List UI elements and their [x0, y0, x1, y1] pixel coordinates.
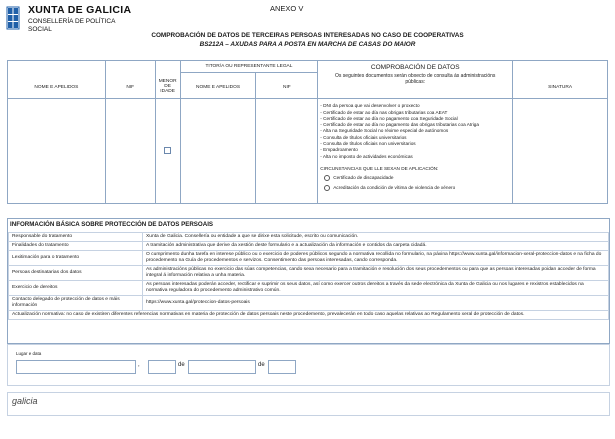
of-label-2: de	[258, 362, 265, 368]
minor-cell	[155, 99, 180, 204]
row-key: Responsable do tratamento	[9, 233, 143, 242]
doc-item: - Certificado de estar ao día no pagamento coa Seguridade Social	[320, 115, 458, 121]
circumstances-title: CIRCUNSTANCIAS QUE LLE SEXAN DE APLICACIÓN:	[320, 165, 439, 171]
row-value: A tramitación administrativa que derive da xestión deste formulario e a actualización da información e contidos da carpeta cidadá.	[143, 242, 609, 251]
annex-label: ANEXO V	[270, 4, 304, 13]
row-key: Finalidades do tratamento	[9, 242, 143, 251]
galicia-brand-logo: galicia	[12, 396, 38, 406]
row-key: Lexitimación para o tratamento	[9, 251, 143, 266]
place-input[interactable]	[16, 360, 136, 374]
of-label-1: de	[178, 362, 185, 368]
table-row	[9, 311, 609, 320]
row-key: Contacto delegado de protección de datos e máis información	[9, 296, 143, 311]
row-value: As administracións públicas no exercicio das súas competencias, cando sexa necesario para a tramitación e resolución dos seus procedementos ou para que as persoas interesadas poidan acceder de forma integral á información relativa a unha materia.	[143, 266, 609, 281]
table-row	[9, 296, 609, 311]
row-key: Exercicio de dereitos	[9, 281, 143, 296]
data-protection-section	[7, 218, 610, 344]
row-value: O cumprimento dunha tarefa en interese público ou o exercicio de poderes públicos segundo a normativa recollida no formulario, na páxina https://www.xunta.gal/informacion-xeral-proteccion-datos e na ficha do procedemento na Guía de procedementos e servizos. Consentimento das persoas interesadas, cando corresponda.	[143, 251, 609, 266]
doc-item: - Empadroamento	[320, 147, 358, 153]
row-value: https://www.xunta.gal/proteccion-datos-persoais	[143, 296, 609, 311]
row-key: Persoas destinatarias dos datos	[9, 266, 143, 281]
xunta-cross-icon	[6, 6, 20, 30]
col-name-header: NOME E APELIDOS	[8, 61, 106, 99]
form-subtitle: BS212A – AXUDAS PARA A POSTA EN MARCHA DE CASAS DO MAIOR	[199, 41, 416, 48]
col-minor-header: MENOR DE IDADE	[155, 61, 180, 99]
name-cell[interactable]	[8, 99, 106, 204]
doc-item: - Alta na Seguridade Social no réxime especial de autónomos	[320, 128, 449, 134]
year-input[interactable]	[268, 360, 296, 374]
table-row	[9, 281, 609, 296]
place-date-label: Lugar e data	[16, 351, 42, 356]
circ-item-disability: Certificado de discapacidade	[320, 175, 510, 182]
table-row	[9, 233, 609, 242]
guardian-name-cell[interactable]	[180, 99, 256, 204]
doc-item: - Certificado de estar ao día nas obrigas tributarias coa AEAT	[320, 109, 448, 115]
update-note: Actualización normativa: no caso de existiren diferentes referencias normativas en materia de protección de datos persoais neste procedemento, prevalecerán en todo caso aquelas relativas ao Regulamento xeral de protección de datos.	[9, 311, 609, 320]
violence-victim-radio[interactable]	[324, 185, 330, 191]
third-parties-table	[7, 60, 608, 204]
guardian-nif-cell[interactable]	[256, 99, 318, 204]
col-signature-header: SINATURA	[513, 61, 608, 99]
month-input[interactable]	[188, 360, 256, 374]
doc-item: - Consulta de títulos oficiais universitarios	[320, 134, 407, 140]
col-nif-header: NIF	[105, 61, 155, 99]
doc-item: - Certificado de estar ao día no pagamento das obrigas tributarias coa Atriga	[320, 122, 479, 128]
table-row	[9, 251, 609, 266]
day-input[interactable]	[148, 360, 176, 374]
row-value: As persoas interesadas poderán acceder, rectificar e suprimir os seus datos, así como exercer outros dereitos a través da sede electrónica da Xunta de Galicia ou nos lugares e rexistros establecidos na normativa reguladora do procedemento administrativo común.	[143, 281, 609, 296]
data-protection-heading: INFORMACIÓN BÁSICA SOBRE PROTECCIÓN DE DATOS PERSOAIS	[10, 221, 214, 228]
col-guardian-nif-header: NIF	[256, 73, 318, 99]
col-comp-header	[318, 61, 513, 99]
row-value: Xunta de Galicia. Consellería ou entidade a que se dirixe esta solicitude, escrito ou comunicación.	[143, 233, 609, 242]
doc-item: - Consulta de títulos oficiais non universitarios	[320, 141, 416, 147]
disability-radio[interactable]	[324, 175, 330, 181]
dept-name: CONSELLERÍA DE POLÍTICA SOCIAL	[28, 18, 116, 33]
place-date-section	[7, 344, 610, 386]
documents-list	[318, 99, 513, 204]
minor-checkbox[interactable]	[164, 147, 171, 154]
signature-cell[interactable]	[513, 99, 608, 204]
footer	[7, 392, 610, 416]
nif-cell[interactable]	[105, 99, 155, 204]
table-row	[9, 242, 609, 251]
table-row	[9, 266, 609, 281]
form-title: COMPROBACIÓN DE DATOS DE TERCEIRAS PERSOAS INTERESADAS NO CASO DE COOPERATIVAS	[151, 32, 464, 39]
comp-subtitle: Os seguintes documentos serán obxecto de consulta ás administracións públicas:	[335, 73, 496, 85]
doc-item: - Alta no imposto de actividades económicas	[320, 153, 413, 159]
doc-item: - DNI da persoa que vai desenvolver o proxecto	[320, 103, 420, 109]
comp-title: COMPROBACIÓN DE DATOS	[370, 64, 460, 71]
col-guardian-name-header: NOME E APELIDOS	[180, 73, 256, 99]
org-name: XUNTA DE GALICIA	[28, 4, 132, 16]
circ-item-violence: Acreditación da condición de vítima de violencia de xénero	[320, 185, 510, 192]
col-guardian-header: TITOR/A OU REPRESENTANTE LEGAL	[180, 61, 318, 73]
table-row	[8, 99, 608, 204]
data-protection-table	[8, 232, 609, 320]
comma-separator: ,	[138, 362, 140, 368]
